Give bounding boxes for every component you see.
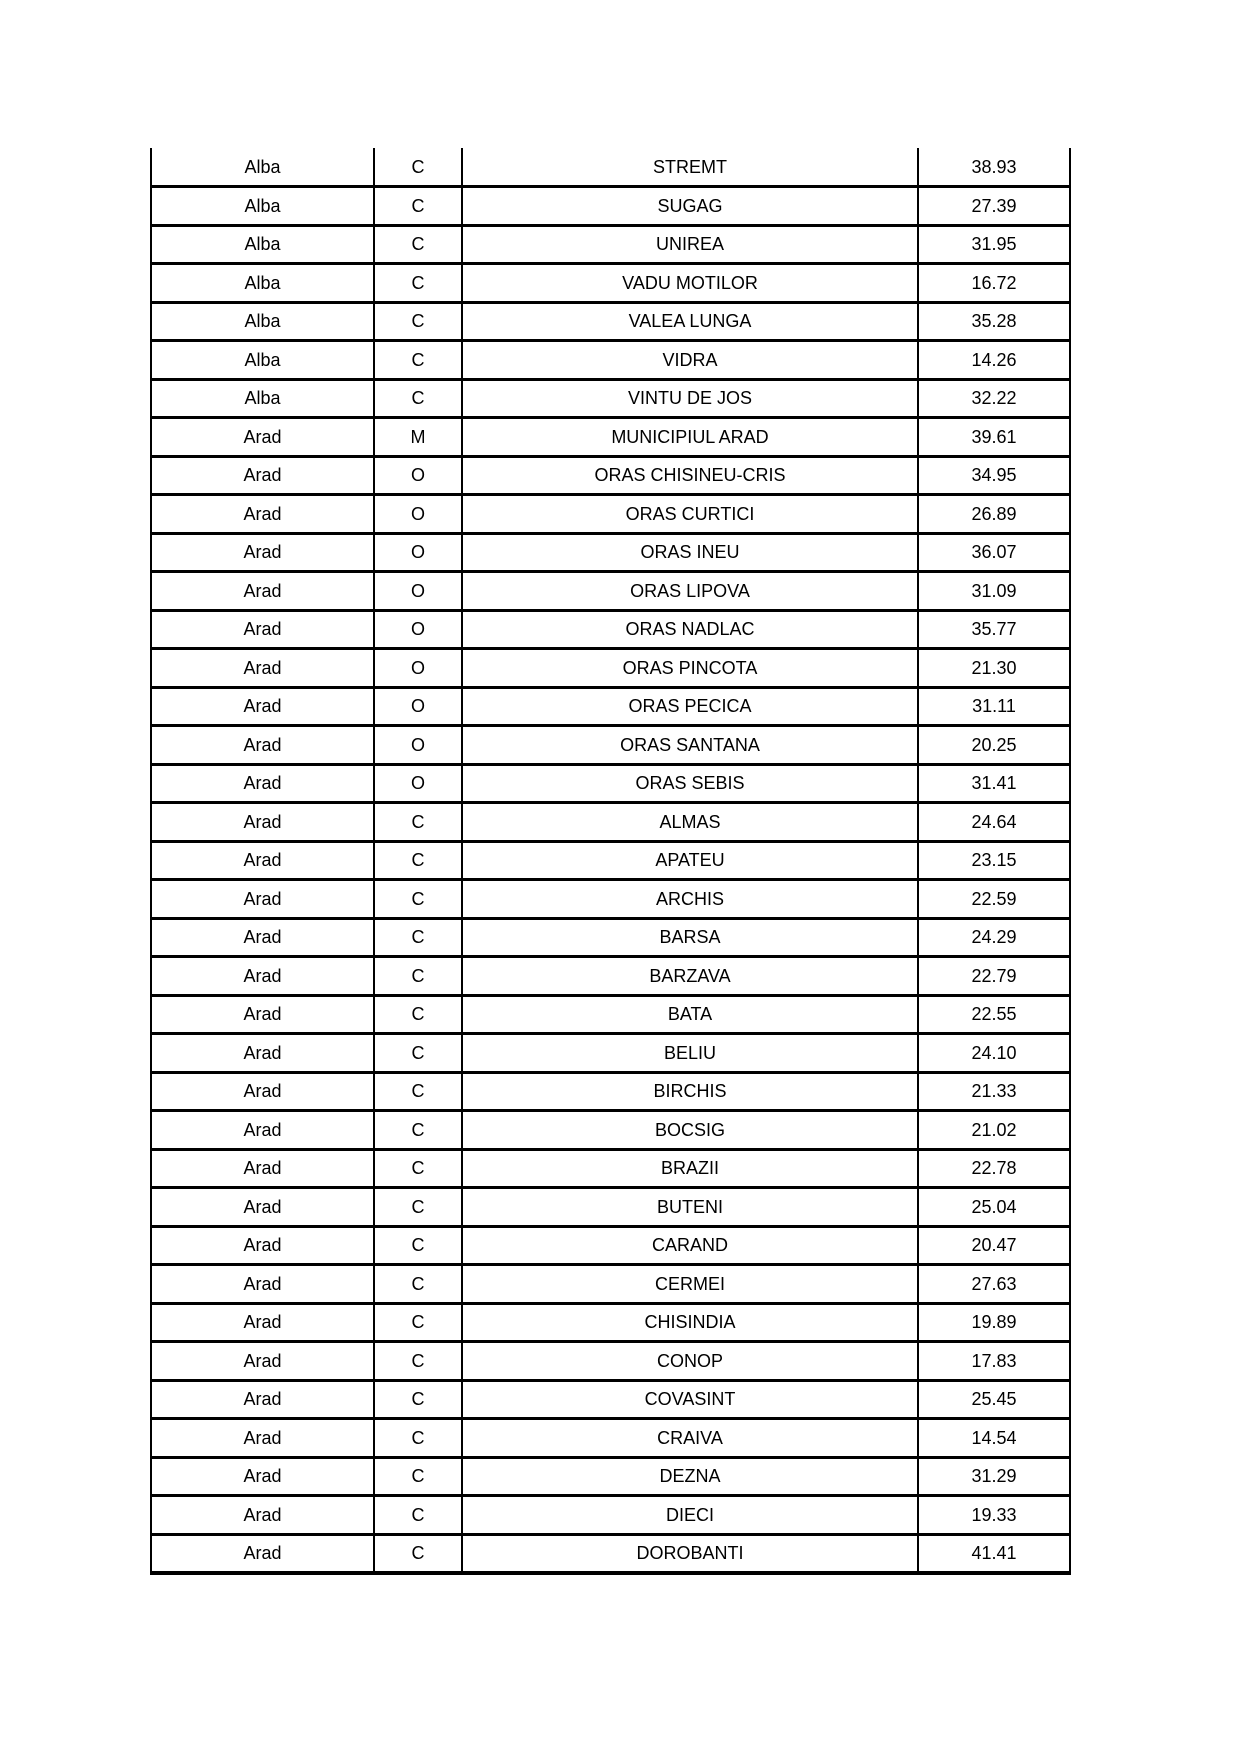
cell-locality: COVASINT: [462, 1380, 918, 1419]
table-row: [151, 1226, 1070, 1265]
cell-locality: ALMAS: [462, 803, 918, 842]
table-row: [151, 341, 1070, 380]
table-row: [151, 148, 1070, 187]
cell-locality: BARSA: [462, 918, 918, 957]
cell-locality: CARAND: [462, 1226, 918, 1265]
cell-type: C: [374, 148, 462, 187]
cell-value: 32.22: [918, 379, 1070, 418]
cell-type: C: [374, 264, 462, 303]
cell-value: 23.15: [918, 841, 1070, 880]
cell-county: Alba: [151, 187, 374, 226]
cell-locality: VINTU DE JOS: [462, 379, 918, 418]
cell-type: C: [374, 1534, 462, 1573]
table-row: [151, 1419, 1070, 1458]
table-row: [151, 649, 1070, 688]
cell-value: 16.72: [918, 264, 1070, 303]
cell-locality: ORAS NADLAC: [462, 610, 918, 649]
table-row: [151, 572, 1070, 611]
cell-type: M: [374, 418, 462, 457]
cell-locality: DOROBANTI: [462, 1534, 918, 1573]
cell-county: Arad: [151, 1188, 374, 1227]
cell-county: Arad: [151, 687, 374, 726]
cell-value: 36.07: [918, 533, 1070, 572]
table-row: [151, 418, 1070, 457]
cell-value: 41.41: [918, 1534, 1070, 1573]
cell-type: C: [374, 1149, 462, 1188]
cell-type: O: [374, 687, 462, 726]
cell-value: 31.09: [918, 572, 1070, 611]
table-row: [151, 1188, 1070, 1227]
cell-value: 34.95: [918, 456, 1070, 495]
cell-type: C: [374, 803, 462, 842]
localities-table: [150, 148, 1071, 1575]
cell-value: 21.02: [918, 1111, 1070, 1150]
cell-locality: ORAS PECICA: [462, 687, 918, 726]
cell-value: 22.55: [918, 995, 1070, 1034]
cell-value: 26.89: [918, 495, 1070, 534]
cell-county: Arad: [151, 803, 374, 842]
cell-locality: UNIREA: [462, 225, 918, 264]
table-row: [151, 687, 1070, 726]
cell-type: C: [374, 1188, 462, 1227]
cell-type: C: [374, 1111, 462, 1150]
table-row: [151, 379, 1070, 418]
cell-type: C: [374, 880, 462, 919]
cell-locality: DEZNA: [462, 1457, 918, 1496]
cell-value: 27.63: [918, 1265, 1070, 1304]
cell-county: Arad: [151, 1419, 374, 1458]
table-row: [151, 1072, 1070, 1111]
cell-locality: BRAZII: [462, 1149, 918, 1188]
cell-value: 19.89: [918, 1303, 1070, 1342]
cell-value: 21.30: [918, 649, 1070, 688]
cell-county: Arad: [151, 841, 374, 880]
cell-value: 17.83: [918, 1342, 1070, 1381]
cell-type: C: [374, 379, 462, 418]
cell-county: Arad: [151, 1149, 374, 1188]
table-row: [151, 1303, 1070, 1342]
cell-county: Alba: [151, 379, 374, 418]
table-row: [151, 1534, 1070, 1573]
cell-county: Arad: [151, 610, 374, 649]
cell-value: 38.93: [918, 148, 1070, 187]
cell-type: C: [374, 1380, 462, 1419]
cell-locality: CONOP: [462, 1342, 918, 1381]
cell-county: Alba: [151, 341, 374, 380]
cell-type: O: [374, 456, 462, 495]
cell-county: Arad: [151, 880, 374, 919]
cell-type: C: [374, 225, 462, 264]
table-row: [151, 302, 1070, 341]
table-row: [151, 533, 1070, 572]
cell-type: C: [374, 918, 462, 957]
cell-type: C: [374, 1303, 462, 1342]
cell-county: Arad: [151, 957, 374, 996]
table-row: [151, 803, 1070, 842]
cell-type: O: [374, 495, 462, 534]
cell-county: Arad: [151, 1457, 374, 1496]
cell-value: 22.59: [918, 880, 1070, 919]
cell-type: O: [374, 764, 462, 803]
cell-type: C: [374, 341, 462, 380]
cell-type: C: [374, 1496, 462, 1535]
cell-locality: CERMEI: [462, 1265, 918, 1304]
table-row: [151, 610, 1070, 649]
cell-locality: ORAS CURTICI: [462, 495, 918, 534]
table-row: [151, 225, 1070, 264]
table-row: [151, 495, 1070, 534]
table-row: [151, 1111, 1070, 1150]
cell-value: 39.61: [918, 418, 1070, 457]
cell-county: Arad: [151, 1111, 374, 1150]
cell-value: 21.33: [918, 1072, 1070, 1111]
table-row: [151, 264, 1070, 303]
cell-county: Alba: [151, 264, 374, 303]
cell-locality: DIECI: [462, 1496, 918, 1535]
cell-county: Alba: [151, 302, 374, 341]
table-row: [151, 1496, 1070, 1535]
cell-county: Arad: [151, 533, 374, 572]
cell-county: Arad: [151, 418, 374, 457]
cell-type: O: [374, 649, 462, 688]
cell-type: C: [374, 1226, 462, 1265]
cell-county: Arad: [151, 918, 374, 957]
cell-type: O: [374, 572, 462, 611]
cell-value: 24.29: [918, 918, 1070, 957]
cell-locality: MUNICIPIUL ARAD: [462, 418, 918, 457]
cell-county: Arad: [151, 726, 374, 765]
cell-county: Arad: [151, 1342, 374, 1381]
cell-locality: ORAS LIPOVA: [462, 572, 918, 611]
table-row: [151, 995, 1070, 1034]
cell-locality: BATA: [462, 995, 918, 1034]
cell-type: C: [374, 957, 462, 996]
cell-type: O: [374, 610, 462, 649]
cell-value: 31.95: [918, 225, 1070, 264]
cell-type: C: [374, 1265, 462, 1304]
table-row: [151, 726, 1070, 765]
cell-value: 22.79: [918, 957, 1070, 996]
cell-locality: ORAS PINCOTA: [462, 649, 918, 688]
cell-value: 25.04: [918, 1188, 1070, 1227]
cell-type: C: [374, 1457, 462, 1496]
cell-locality: APATEU: [462, 841, 918, 880]
cell-type: C: [374, 302, 462, 341]
table-row: [151, 880, 1070, 919]
cell-type: O: [374, 726, 462, 765]
cell-type: O: [374, 533, 462, 572]
cell-locality: VADU MOTILOR: [462, 264, 918, 303]
table-row: [151, 187, 1070, 226]
table-row: [151, 1149, 1070, 1188]
cell-county: Arad: [151, 1265, 374, 1304]
cell-county: Alba: [151, 148, 374, 187]
cell-value: 24.64: [918, 803, 1070, 842]
cell-county: Arad: [151, 995, 374, 1034]
cell-county: Arad: [151, 1380, 374, 1419]
cell-type: C: [374, 995, 462, 1034]
cell-value: 20.47: [918, 1226, 1070, 1265]
cell-value: 20.25: [918, 726, 1070, 765]
cell-locality: BIRCHIS: [462, 1072, 918, 1111]
table-row: [151, 1265, 1070, 1304]
cell-county: Arad: [151, 649, 374, 688]
cell-type: C: [374, 841, 462, 880]
cell-locality: ORAS SEBIS: [462, 764, 918, 803]
cell-locality: SUGAG: [462, 187, 918, 226]
cell-value: 31.11: [918, 687, 1070, 726]
table-row: [151, 841, 1070, 880]
cell-type: C: [374, 1419, 462, 1458]
cell-value: 24.10: [918, 1034, 1070, 1073]
cell-county: Arad: [151, 572, 374, 611]
cell-locality: VIDRA: [462, 341, 918, 380]
cell-value: 14.54: [918, 1419, 1070, 1458]
cell-county: Arad: [151, 1034, 374, 1073]
cell-locality: BUTENI: [462, 1188, 918, 1227]
cell-county: Arad: [151, 764, 374, 803]
table-body: [151, 148, 1070, 1573]
cell-locality: CHISINDIA: [462, 1303, 918, 1342]
cell-type: C: [374, 1072, 462, 1111]
cell-type: C: [374, 1034, 462, 1073]
table-row: [151, 764, 1070, 803]
cell-locality: CRAIVA: [462, 1419, 918, 1458]
table-row: [151, 1342, 1070, 1381]
cell-locality: BELIU: [462, 1034, 918, 1073]
cell-locality: ORAS INEU: [462, 533, 918, 572]
table-row: [151, 1457, 1070, 1496]
cell-value: 35.77: [918, 610, 1070, 649]
cell-value: 19.33: [918, 1496, 1070, 1535]
cell-locality: BOCSIG: [462, 1111, 918, 1150]
cell-locality: ARCHIS: [462, 880, 918, 919]
cell-value: 31.29: [918, 1457, 1070, 1496]
cell-value: 31.41: [918, 764, 1070, 803]
table-row: [151, 957, 1070, 996]
cell-type: C: [374, 1342, 462, 1381]
cell-county: Arad: [151, 1496, 374, 1535]
cell-value: 14.26: [918, 341, 1070, 380]
cell-county: Arad: [151, 495, 374, 534]
table-row: [151, 1380, 1070, 1419]
cell-locality: VALEA LUNGA: [462, 302, 918, 341]
cell-value: 25.45: [918, 1380, 1070, 1419]
cell-type: C: [374, 187, 462, 226]
cell-county: Arad: [151, 1072, 374, 1111]
table-row: [151, 918, 1070, 957]
cell-locality: ORAS CHISINEU-CRIS: [462, 456, 918, 495]
cell-locality: BARZAVA: [462, 957, 918, 996]
cell-county: Arad: [151, 1226, 374, 1265]
cell-county: Arad: [151, 456, 374, 495]
cell-locality: STREMT: [462, 148, 918, 187]
cell-value: 35.28: [918, 302, 1070, 341]
cell-value: 22.78: [918, 1149, 1070, 1188]
cell-county: Alba: [151, 225, 374, 264]
table-row: [151, 456, 1070, 495]
cell-county: Arad: [151, 1534, 374, 1573]
cell-county: Arad: [151, 1303, 374, 1342]
cell-value: 27.39: [918, 187, 1070, 226]
table-row: [151, 1034, 1070, 1073]
cell-locality: ORAS SANTANA: [462, 726, 918, 765]
